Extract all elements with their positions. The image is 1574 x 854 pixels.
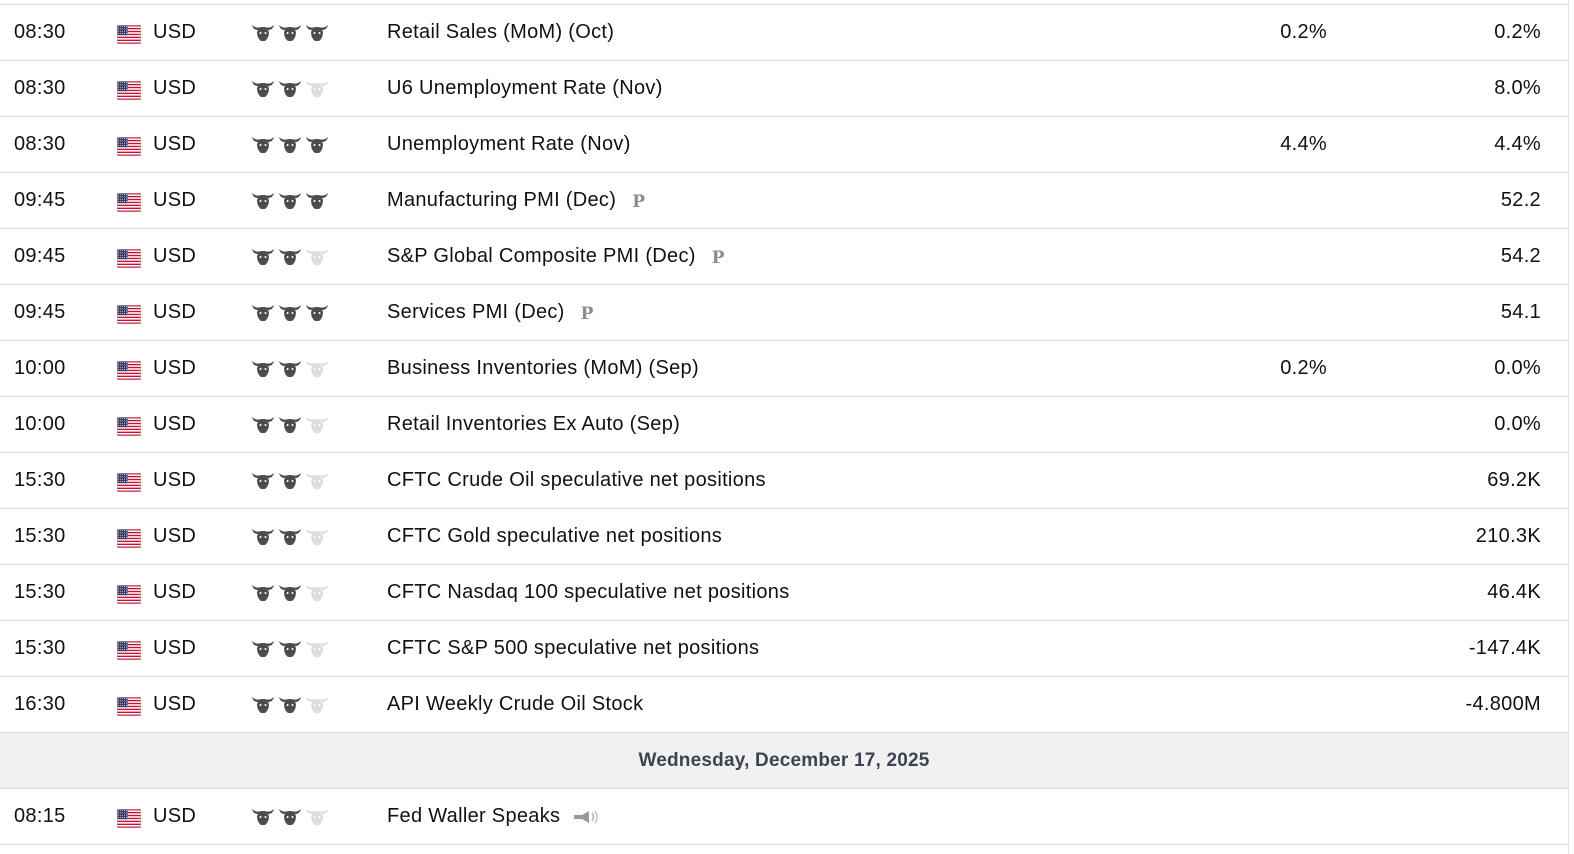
bull-icon [251, 526, 275, 548]
event-currency: USD [153, 77, 197, 99]
event-time: 15:30 [14, 637, 66, 659]
event-name-cell[interactable] [387, 341, 699, 396]
previous-value: 8.0% [1494, 77, 1541, 99]
bull-icon [305, 638, 329, 660]
bull-icon [278, 358, 302, 380]
importance-rating [251, 414, 329, 436]
event-time: 16:30 [14, 693, 66, 715]
bull-icon [251, 470, 275, 492]
event-row[interactable] [0, 117, 1568, 173]
bull-icon [251, 358, 275, 380]
previous-value: 4.4% [1494, 133, 1541, 155]
bull-icon [305, 694, 329, 716]
event-name[interactable]: Unemployment Rate (Nov) [387, 133, 631, 155]
importance-rating [251, 694, 329, 716]
event-name[interactable]: Manufacturing PMI (Dec) [387, 189, 617, 211]
forecast-value: 4.4% [1280, 133, 1327, 155]
event-name[interactable]: Retail Inventories Ex Auto (Sep) [387, 413, 681, 435]
event-time: 10:00 [14, 413, 66, 435]
us-flag-icon [117, 585, 141, 604]
bull-icon [278, 246, 302, 268]
event-currency: USD [153, 805, 197, 827]
us-flag-icon [117, 417, 141, 436]
preliminary-badge: P [632, 192, 646, 212]
bull-icon [305, 806, 329, 828]
previous-value: 69.2K [1487, 469, 1541, 491]
event-name-cell[interactable] [387, 677, 643, 732]
event-row[interactable] [0, 565, 1568, 621]
bull-icon [305, 470, 329, 492]
importance-rating [251, 134, 329, 156]
event-name[interactable]: U6 Unemployment Rate (Nov) [387, 77, 663, 99]
event-currency: USD [153, 357, 197, 379]
bull-icon [305, 414, 329, 436]
previous-value: 0.0% [1494, 413, 1541, 435]
event-currency: USD [153, 469, 197, 491]
event-row[interactable] [0, 341, 1568, 397]
bull-icon [251, 302, 275, 324]
bull-icon [251, 78, 275, 100]
bull-icon [278, 414, 302, 436]
event-time: 09:45 [14, 301, 66, 323]
importance-rating [251, 246, 329, 268]
bull-icon [278, 694, 302, 716]
event-currency: USD [153, 525, 197, 547]
bull-icon [278, 190, 302, 212]
bull-icon [278, 526, 302, 548]
event-currency: USD [153, 413, 197, 435]
event-row[interactable] [0, 229, 1568, 285]
event-row[interactable] [0, 61, 1568, 117]
previous-value: -147.4K [1468, 637, 1541, 659]
bull-icon [305, 134, 329, 156]
event-row[interactable] [0, 789, 1568, 845]
event-name-cell[interactable] [387, 5, 614, 60]
event-name-cell[interactable] [387, 61, 663, 116]
bull-icon [278, 22, 302, 44]
bull-icon [305, 190, 329, 212]
event-time: 15:30 [14, 525, 66, 547]
bull-icon [305, 302, 329, 324]
us-flag-icon [117, 641, 141, 660]
event-name-cell[interactable] [387, 565, 790, 620]
event-row[interactable] [0, 621, 1568, 677]
importance-rating [251, 806, 329, 828]
bull-icon [251, 806, 275, 828]
event-name-cell[interactable] [387, 173, 645, 228]
event-name[interactable]: CFTC Nasdaq 100 speculative net positions [387, 581, 790, 603]
bull-icon [251, 694, 275, 716]
event-name-cell[interactable] [387, 117, 631, 172]
event-time: 15:30 [14, 581, 66, 603]
event-name[interactable]: CFTC Crude Oil speculative net positions [387, 469, 766, 491]
event-name[interactable]: CFTC S&P 500 speculative net positions [387, 637, 760, 659]
previous-value: -4.800M [1465, 693, 1541, 715]
event-time: 10:00 [14, 357, 66, 379]
event-name[interactable]: Fed Waller Speaks [387, 805, 561, 827]
importance-rating [251, 22, 329, 44]
event-row[interactable] [0, 285, 1568, 341]
event-currency: USD [153, 21, 197, 43]
forecast-value: 0.2% [1280, 21, 1327, 43]
bull-icon [251, 190, 275, 212]
importance-rating [251, 190, 329, 212]
previous-value: 46.4K [1487, 581, 1541, 603]
event-time: 08:30 [14, 133, 66, 155]
previous-value: 0.2% [1494, 21, 1541, 43]
bull-icon [251, 414, 275, 436]
us-flag-icon [117, 305, 141, 324]
us-flag-icon [117, 697, 141, 716]
event-name-cell[interactable] [387, 397, 680, 452]
previous-value: 52.2 [1500, 189, 1541, 211]
previous-value: 54.2 [1500, 245, 1541, 267]
bull-icon [278, 134, 302, 156]
bull-icon [251, 638, 275, 660]
bull-icon [278, 78, 302, 100]
us-flag-icon [117, 193, 141, 212]
speech-icon [572, 808, 602, 826]
event-currency: USD [153, 133, 197, 155]
event-name[interactable]: Business Inventories (MoM) (Sep) [387, 357, 699, 379]
event-currency: USD [153, 637, 197, 659]
bull-icon [251, 22, 275, 44]
forecast-value: 0.2% [1280, 357, 1327, 379]
event-currency: USD [153, 189, 197, 211]
event-time: 09:45 [14, 245, 66, 267]
event-name[interactable]: CFTC Gold speculative net positions [387, 525, 723, 547]
bull-icon [305, 22, 329, 44]
event-rows-group [0, 789, 1568, 845]
importance-rating [251, 302, 329, 324]
previous-value: 54.1 [1500, 301, 1541, 323]
event-currency: USD [153, 693, 197, 715]
event-time: 08:30 [14, 21, 66, 43]
event-name[interactable]: S&P Global Composite PMI (Dec) [387, 245, 696, 267]
importance-rating [251, 582, 329, 604]
event-currency: USD [153, 581, 197, 603]
event-time: 08:15 [14, 805, 66, 827]
bull-icon [278, 806, 302, 828]
us-flag-icon [117, 137, 141, 156]
event-rows-group [0, 5, 1568, 733]
us-flag-icon [117, 809, 141, 828]
event-currency: USD [153, 245, 197, 267]
event-row[interactable] [0, 509, 1568, 565]
previous-value: 0.0% [1494, 357, 1541, 379]
event-currency: USD [153, 301, 197, 323]
bull-icon [278, 302, 302, 324]
event-name-cell[interactable] [387, 229, 725, 284]
event-row[interactable] [0, 397, 1568, 453]
event-name-cell[interactable] [387, 285, 594, 340]
event-time: 08:30 [14, 77, 66, 99]
us-flag-icon [117, 249, 141, 268]
us-flag-icon [117, 473, 141, 492]
event-row[interactable] [0, 5, 1568, 61]
bull-icon [251, 134, 275, 156]
event-name[interactable]: API Weekly Crude Oil Stock [387, 693, 644, 715]
importance-rating [251, 638, 329, 660]
bull-icon [305, 78, 329, 100]
preliminary-badge: P [580, 304, 594, 324]
event-row[interactable] [0, 677, 1568, 733]
importance-rating [251, 358, 329, 380]
bull-icon [305, 246, 329, 268]
importance-rating [251, 470, 329, 492]
us-flag-icon [117, 81, 141, 100]
event-row[interactable] [0, 453, 1568, 509]
event-name-cell[interactable] [387, 509, 722, 564]
bull-icon [251, 246, 275, 268]
importance-rating [251, 78, 329, 100]
bull-icon [305, 582, 329, 604]
date-header: Wednesday, December 17, 2025 [0, 733, 1568, 789]
event-name-cell[interactable] [387, 789, 602, 844]
bull-icon [305, 358, 329, 380]
bull-icon [305, 526, 329, 548]
event-name[interactable]: Services PMI (Dec) [387, 301, 565, 323]
event-name-cell[interactable] [387, 453, 766, 508]
preliminary-badge: P [711, 248, 725, 268]
bull-icon [251, 582, 275, 604]
event-row[interactable] [0, 173, 1568, 229]
event-time: 09:45 [14, 189, 66, 211]
bull-icon [278, 638, 302, 660]
previous-value: 210.3K [1475, 525, 1541, 547]
us-flag-icon [117, 25, 141, 44]
bull-icon [278, 582, 302, 604]
us-flag-icon [117, 529, 141, 548]
event-name-cell[interactable] [387, 621, 759, 676]
event-time: 15:30 [14, 469, 66, 491]
event-name[interactable]: Retail Sales (MoM) (Oct) [387, 21, 615, 43]
bull-icon [278, 470, 302, 492]
importance-rating [251, 526, 329, 548]
us-flag-icon [117, 361, 141, 380]
